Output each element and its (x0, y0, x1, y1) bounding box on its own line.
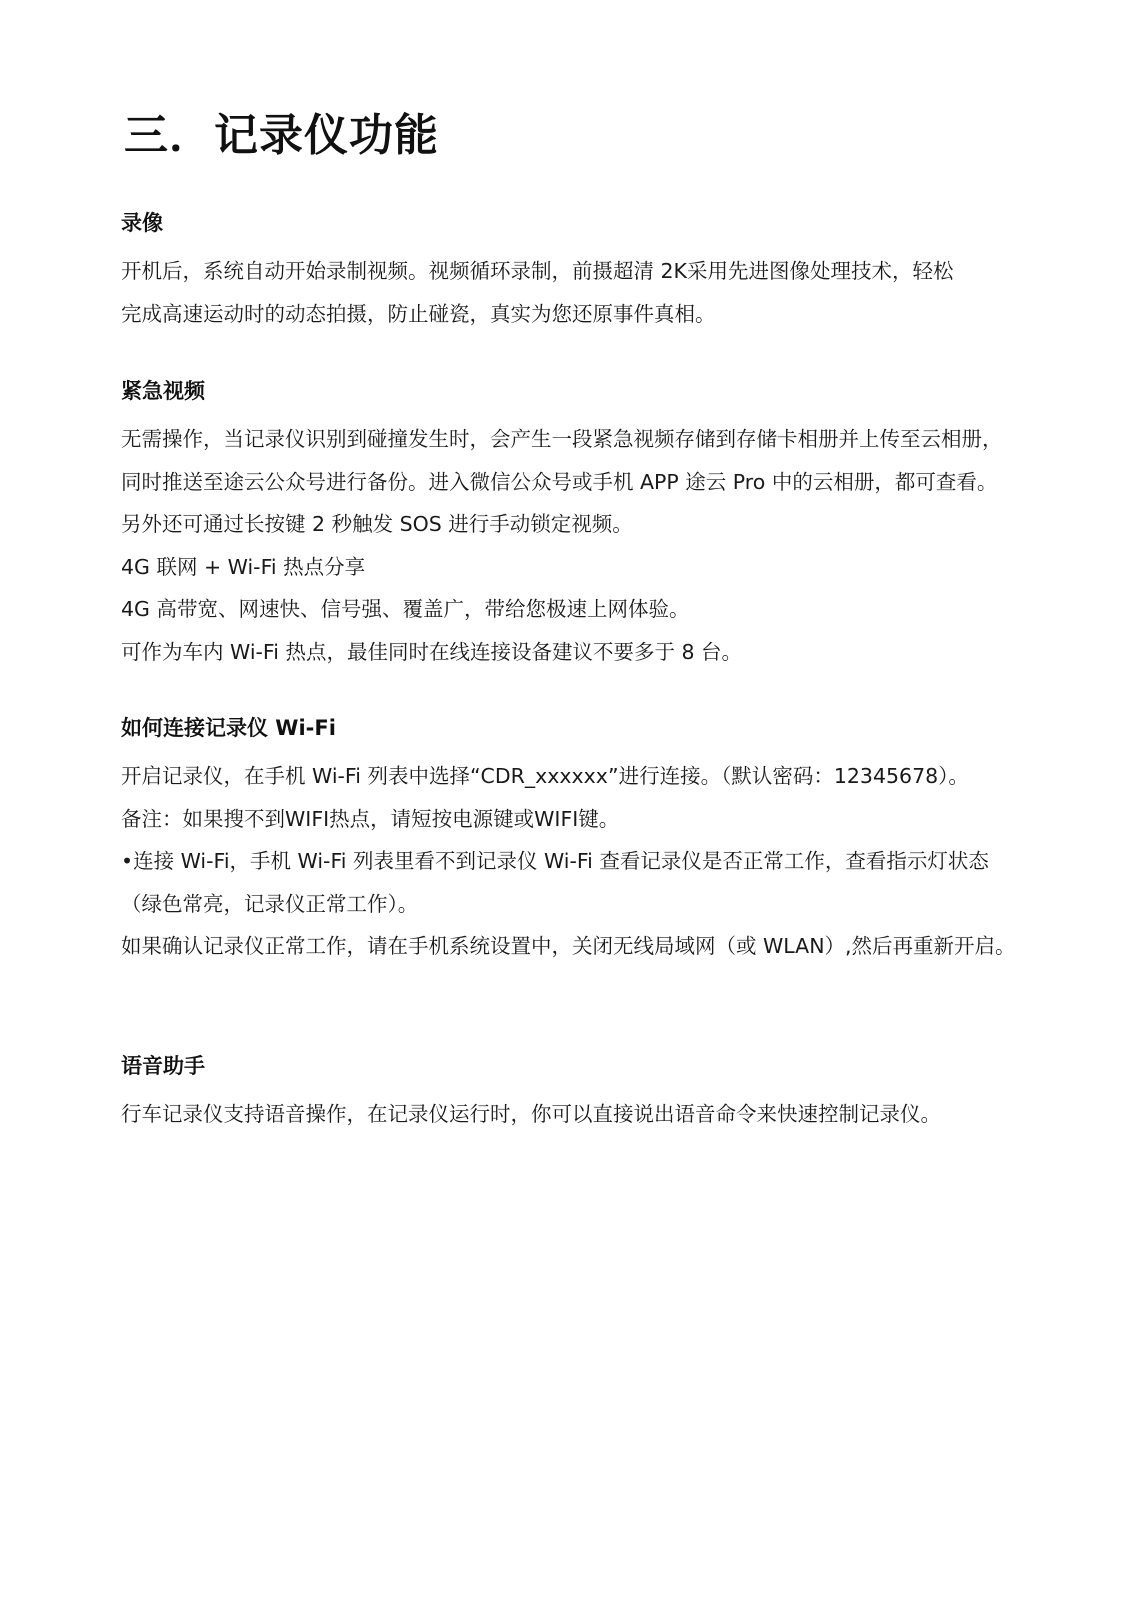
section-wifi-connect (121, 713, 1111, 968)
section-heading: 语音助手 (121, 1054, 205, 1078)
paragraph-line: •连接 Wi-Fi，手机 Wi-Fi 列表里看不到记录仪 Wi-Fi 查看记录仪是否正常工作，查看指示灯状态 (121, 849, 989, 873)
section-recording (121, 208, 1111, 335)
paragraph-line: 备注：如果搜不到WIFI热点，请短按电源键或WIFI键。 (121, 806, 620, 831)
section-emergency-video (121, 376, 1111, 673)
paragraph-line: 可作为车内 Wi-Fi 热点，最佳同时在线连接设备建议不要多于 8 台。 (121, 639, 743, 664)
page-title: 三．记录仪功能 (124, 110, 439, 161)
paragraph-line: 开启记录仪，在手机 Wi-Fi 列表中选择“CDR_xxxxxx”进行连接。（默认密码：12345678）。 (121, 764, 969, 788)
paragraph-line: 4G 联网 + Wi-Fi 热点分享 (121, 554, 366, 579)
paragraph-line: 另外还可通过长按键 2 秒触发 SOS 进行手动锁定视频。 (121, 512, 633, 536)
section-heading: 录像 (121, 211, 163, 235)
paragraph-line: 行车记录仪支持语音操作，在记录仪运行时，你可以直接说出语音命令来快速控制记录仪。 (121, 1102, 941, 1126)
paragraph-line: 完成高速运动时的动态拍摄，防止碰瓷，真实为您还原事件真相。 (121, 301, 716, 326)
section-heading: 紧急视频 (121, 379, 205, 403)
section-voice-assistant (121, 1051, 1111, 1136)
section-heading: 如何连接记录仪 Wi-Fi (121, 716, 336, 740)
paragraph-line: 4G 高带宽、网速快、信号强、覆盖广，带给您极速上网体验。 (121, 597, 690, 621)
paragraph-line: 无需操作，当记录仪识别到碰撞发生时，会产生一段紧急视频存储到存储卡相册并上传至云相册， (121, 427, 1003, 451)
paragraph-line: 如果确认记录仪正常工作，请在手机系统设置中，关闭无线局域网（或 WLAN）,然后再重新开启。 (121, 934, 1016, 958)
paragraph-line: （绿色常亮，记录仪正常工作）。 (121, 891, 419, 916)
paragraph-line: 同时推送至途云公众号进行备份。进入微信公众号或手机 APP 途云 Pro 中的云相册，都可查看。 (121, 469, 998, 494)
paragraph-line: 开机后，系统自动开始录制视频。视频循环录制，前摄超清 2K采用先进图像处理技术，轻松 (121, 259, 954, 283)
